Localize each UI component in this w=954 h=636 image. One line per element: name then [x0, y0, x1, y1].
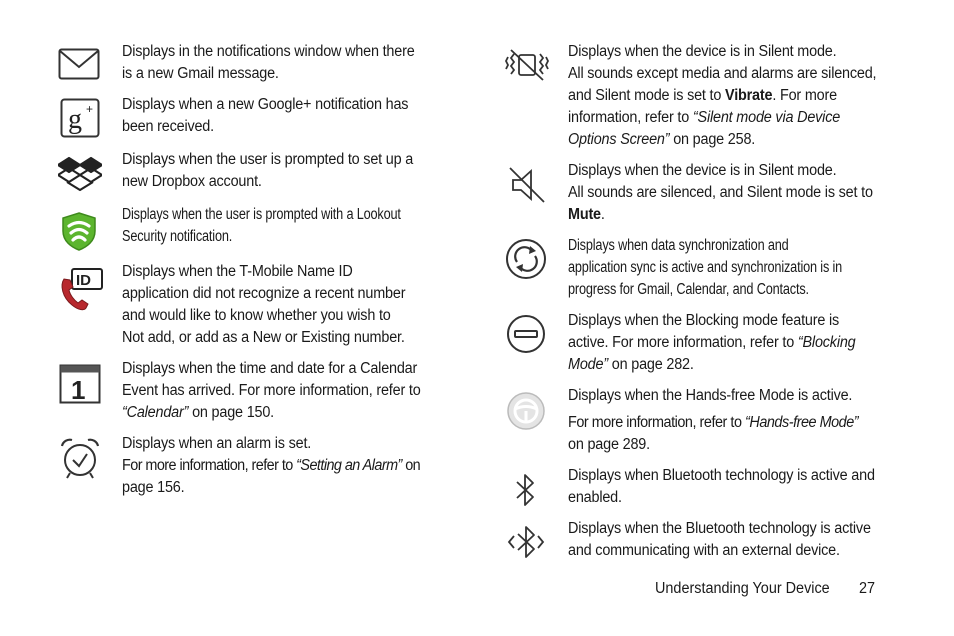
gmail-description: Displays in the notifications window when there is a new Gmail message.: [122, 43, 415, 82]
lookout-shield-icon: [60, 211, 98, 251]
silent-mode-reference-2: Options Screen”: [568, 131, 670, 148]
calendar-icon: [59, 364, 101, 404]
alarm-description: Displays when an alarm is set. For more information, refer to “Setting an Alarm” on page 156.: [122, 435, 421, 496]
gplus-description: Displays when a new Google+ notification has been received.: [122, 96, 409, 135]
calendar-reference: “Calendar”: [122, 404, 189, 421]
nameid-description: Displays when the T-Mobile Name ID application did not recognize a recent number and would like to know whether you wish to Not add, or add as a New or Existing number.: [122, 263, 406, 346]
silent-mode-reference-1: “Silent mode via Device: [692, 109, 841, 126]
silent-vibrate-description: Displays when the device is in Silent mode. All sounds except media and alarms are silenced, and Silent mode is set to Vibrate. For more information, refer to “Silent mode via Device Options Screen” on page 258.: [568, 43, 877, 148]
bluetooth-description: Displays when Bluetooth technology is active and enabled.: [568, 467, 875, 506]
alarm-clock-icon: [58, 436, 102, 480]
lookout-description: Displays when the user is prompted with a Lookout Security notification.: [122, 206, 401, 245]
gmail-envelope-icon: [58, 48, 100, 80]
sync-icon: [505, 238, 547, 280]
blocking-reference-2: Mode”: [568, 356, 608, 373]
footer-section-title: Understanding Your Device: [655, 580, 830, 597]
svg-text:+: +: [86, 102, 94, 116]
name-id-label: ID: [76, 272, 91, 289]
mute-term: Mute: [568, 206, 601, 223]
page-number: 27: [859, 580, 876, 597]
calendar-description: Displays when the time and date for a Calendar Event has arrived. For more information, refer to “Calendar” on page 150.: [122, 360, 421, 421]
dropbox-icon: [58, 156, 102, 194]
calendar-day-number: 1: [71, 375, 86, 404]
handsfree-reference: “Hands-free Mode”: [745, 414, 859, 431]
silent-mute-speaker-icon: [507, 165, 547, 205]
hands-free-steering-wheel-icon: [506, 391, 546, 431]
handsfree-description: Displays when the Hands-free Mode is active. For more information, refer to “Hands-free Mode” on page 289.: [568, 387, 859, 453]
google-plus-glyph: g: [68, 104, 82, 135]
vibrate-term: Vibrate: [725, 87, 773, 104]
bluetooth-icon: [514, 472, 538, 508]
dropbox-description: Displays when the user is prompted to set up a new Dropbox account.: [122, 151, 414, 190]
bt-connected-description: Displays when the Bluetooth technology is active and communicating with an external device.: [568, 520, 871, 559]
alarm-reference: “Setting an Alarm”: [296, 457, 402, 474]
blocking-mode-icon: [506, 314, 546, 354]
sync-description: Displays when data synchronization and application sync is active and synchronization is in progress for Gmail, Calendar, and Contacts.: [568, 237, 843, 298]
silent-mute-description: Displays when the device is in Silent mode. All sounds are silenced, and Silent mode is set to Mute.: [568, 162, 873, 223]
blocking-description: Displays when the Blocking mode feature is active. For more information, refer to “Blocking Mode” on page 282.: [568, 312, 856, 373]
bluetooth-connected-icon: [506, 522, 546, 562]
blocking-reference-1: “Blocking: [797, 334, 856, 351]
name-id-phone-icon: [58, 267, 104, 311]
google-plus-icon: [60, 98, 100, 138]
silent-vibrate-icon: [505, 48, 549, 82]
